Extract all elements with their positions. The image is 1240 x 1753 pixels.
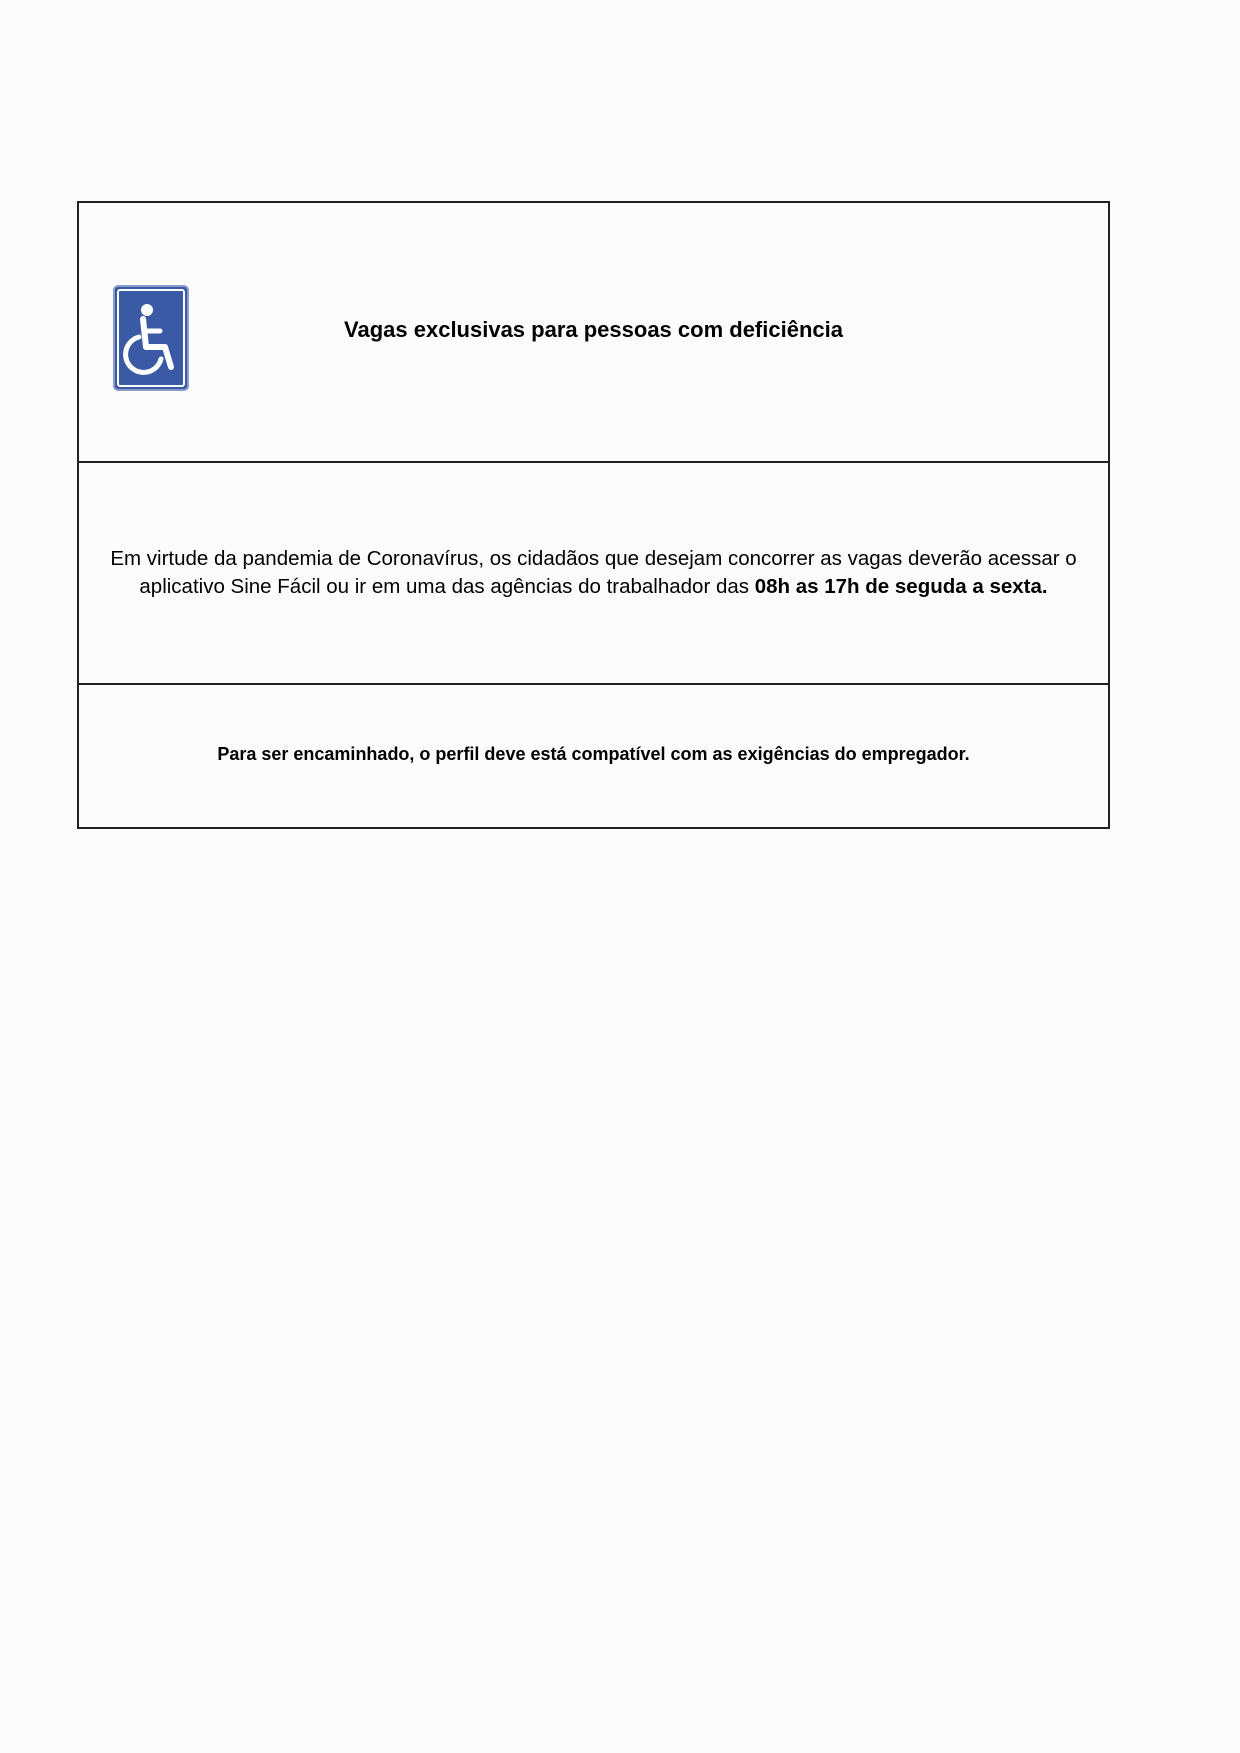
- requirements-row: [79, 683, 1108, 827]
- page-title: Vagas exclusivas para pessoas com deficiência: [344, 317, 843, 342]
- instructions-text: [108, 545, 1078, 601]
- instructions-row: [79, 461, 1108, 683]
- instructions-line-2: [110, 573, 1076, 601]
- office-hours-text: 08h as 17h de seguda a sexta.: [754, 575, 1048, 598]
- requirements-text: Para ser encaminhado, o perfil deve está compatível com as exigências do empregador.: [217, 743, 970, 764]
- instructions-line-2-text: aplicativo Sine Fácil ou ir em uma das agências do trabalhador das: [139, 575, 755, 598]
- notice-table: [77, 201, 1110, 829]
- instructions-line-1: Em virtude da pandemia de Coronavírus, os cidadãos que desejam concorrer as vagas deverão acessar o: [110, 547, 1077, 570]
- header-row: [79, 203, 1108, 461]
- wheelchair-accessibility-icon: [113, 285, 189, 391]
